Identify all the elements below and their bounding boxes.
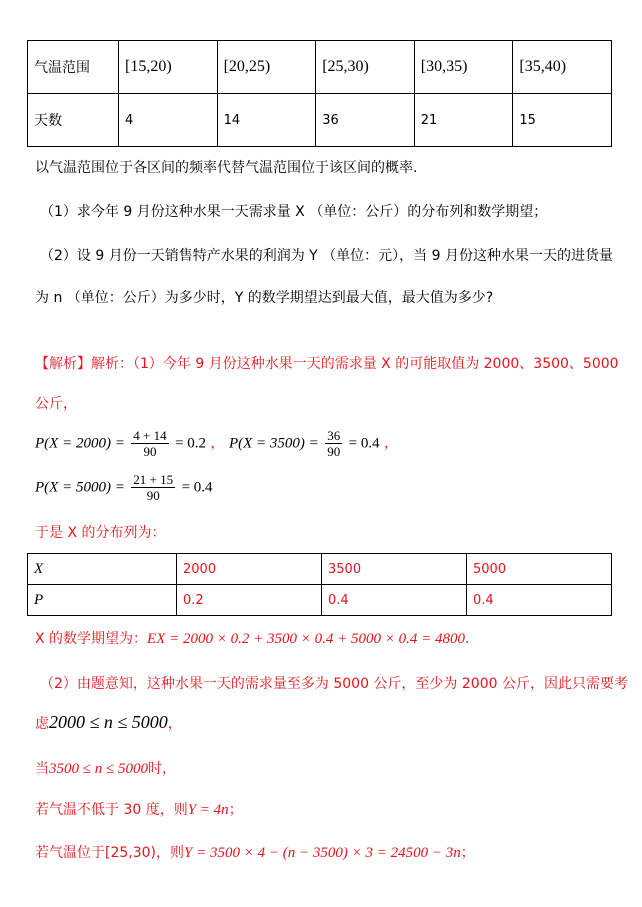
p3-denominator: 90 xyxy=(146,488,160,503)
days-cell: 21 xyxy=(414,94,513,147)
distribution-heading: 于是 X 的分布列为： xyxy=(35,525,166,541)
days-cell: 4 xyxy=(119,94,218,147)
probability-line-2 xyxy=(35,472,213,503)
table-row xyxy=(28,554,612,585)
case-intro-end: 时， xyxy=(147,761,176,777)
problem-intro: 以气温范围位于各区间的频率代替气温范围位于该区间的概率. xyxy=(35,160,418,176)
p3-numerator: 21 + 15 xyxy=(133,472,174,487)
days-cell: 14 xyxy=(217,94,316,147)
part2-line-2 xyxy=(35,712,182,733)
days-cell: 15 xyxy=(513,94,612,147)
value-cell: 5000 xyxy=(467,554,612,585)
question-2-line-1: （2）设 9 月份一天销售特产水果的利润为 Y （单位：元），当 9 月份这种水果一天的进货量 xyxy=(40,248,613,264)
p2-denominator: 90 xyxy=(327,444,341,459)
solution-line-2: 公斤， xyxy=(35,396,77,412)
table-header-cell: P xyxy=(28,585,177,616)
expectation-line xyxy=(35,628,479,648)
part2-end: ， xyxy=(167,716,182,732)
table-header-cell: X xyxy=(28,554,177,585)
solution-line-1: 【解析】解析：（1）今年 9 月份这种水果一天的需求量 X 的可能取值为 2000、3500、5000 xyxy=(35,356,619,372)
range-cell: [30,35) xyxy=(414,41,513,94)
value-cell: 2000 xyxy=(177,554,322,585)
prob-cell: 0.4 xyxy=(467,585,612,616)
temperature-table xyxy=(27,40,612,147)
p3-lhs: P(X = 5000) = xyxy=(35,479,125,496)
p2-numerator: 36 xyxy=(327,428,341,443)
case2-formula: Y = 3500 × 4 − (n − 3500) × 3 = 24500 − 3n xyxy=(184,845,461,861)
prob-cell: 0.4 xyxy=(322,585,467,616)
expectation-end: ． xyxy=(464,631,479,647)
range-cell: [20,25) xyxy=(217,41,316,94)
days-cell: 36 xyxy=(316,94,415,147)
question-1: （1）求今年 9 月份这种水果一天需求量 X （单位：公斤）的分布列和数学期望； xyxy=(40,204,548,220)
table-header-cell: 天数 xyxy=(28,94,119,147)
p2-rhs: = 0.4 xyxy=(348,435,380,452)
case-intro-prefix: 当 xyxy=(35,761,49,777)
case2-prefix: 若气温位于[25,30)，则 xyxy=(35,845,185,861)
question-2-line-2: 为 n （单位：公斤）为多少时，Y 的数学期望达到最大值，最大值为多少? xyxy=(35,290,494,306)
range-cell: [25,30) xyxy=(316,41,415,94)
range-cell: [35,40) xyxy=(513,41,612,94)
part2-formula: 2000 ≤ n ≤ 5000 xyxy=(49,712,168,732)
range-cell: [15,20) xyxy=(119,41,218,94)
probability-line-1 xyxy=(35,428,398,459)
distribution-table xyxy=(27,553,612,616)
case-intro-formula: 3500 ≤ n ≤ 5000 xyxy=(49,761,148,777)
value-cell: 3500 xyxy=(322,554,467,585)
p1-denominator: 90 xyxy=(143,444,157,459)
case-intro xyxy=(35,758,176,778)
part2-line-1: （2）由题意知，这种水果一天的需求量至多为 5000 公斤，至少为 2000 公斤，因此只需要考 xyxy=(40,676,628,692)
p3-rhs: = 0.4 xyxy=(181,479,213,496)
p1-rhs: = 0.2 xyxy=(175,435,207,452)
case-2 xyxy=(35,842,475,862)
p3-fraction xyxy=(131,472,175,503)
table-row xyxy=(28,585,612,616)
case2-end: ； xyxy=(460,845,475,861)
expectation-formula: EX = 2000 × 0.2 + 3500 × 0.4 + 5000 × 0.4 = 4800 xyxy=(147,631,465,647)
expectation-prefix: X 的数学期望为： xyxy=(35,631,148,647)
case1-prefix: 若气温不低于 30 度，则 xyxy=(35,802,188,818)
p1-numerator: 4 + 14 xyxy=(133,428,167,443)
table-header-cell: 气温范围 xyxy=(28,41,119,94)
p1-fraction xyxy=(131,428,168,459)
case1-formula: Y = 4n xyxy=(187,802,229,818)
separator: ， xyxy=(384,435,399,452)
prob-cell: 0.2 xyxy=(177,585,322,616)
p2-lhs: P(X = 3500) = xyxy=(228,435,319,452)
separator: ， xyxy=(210,435,225,452)
p2-fraction xyxy=(325,428,342,459)
case-1 xyxy=(35,799,243,819)
case1-end: ； xyxy=(228,802,243,818)
p1-lhs: P(X = 2000) = xyxy=(35,435,125,452)
table-row xyxy=(28,41,612,94)
part2-prefix: 虑 xyxy=(35,716,49,732)
table-row xyxy=(28,94,612,147)
